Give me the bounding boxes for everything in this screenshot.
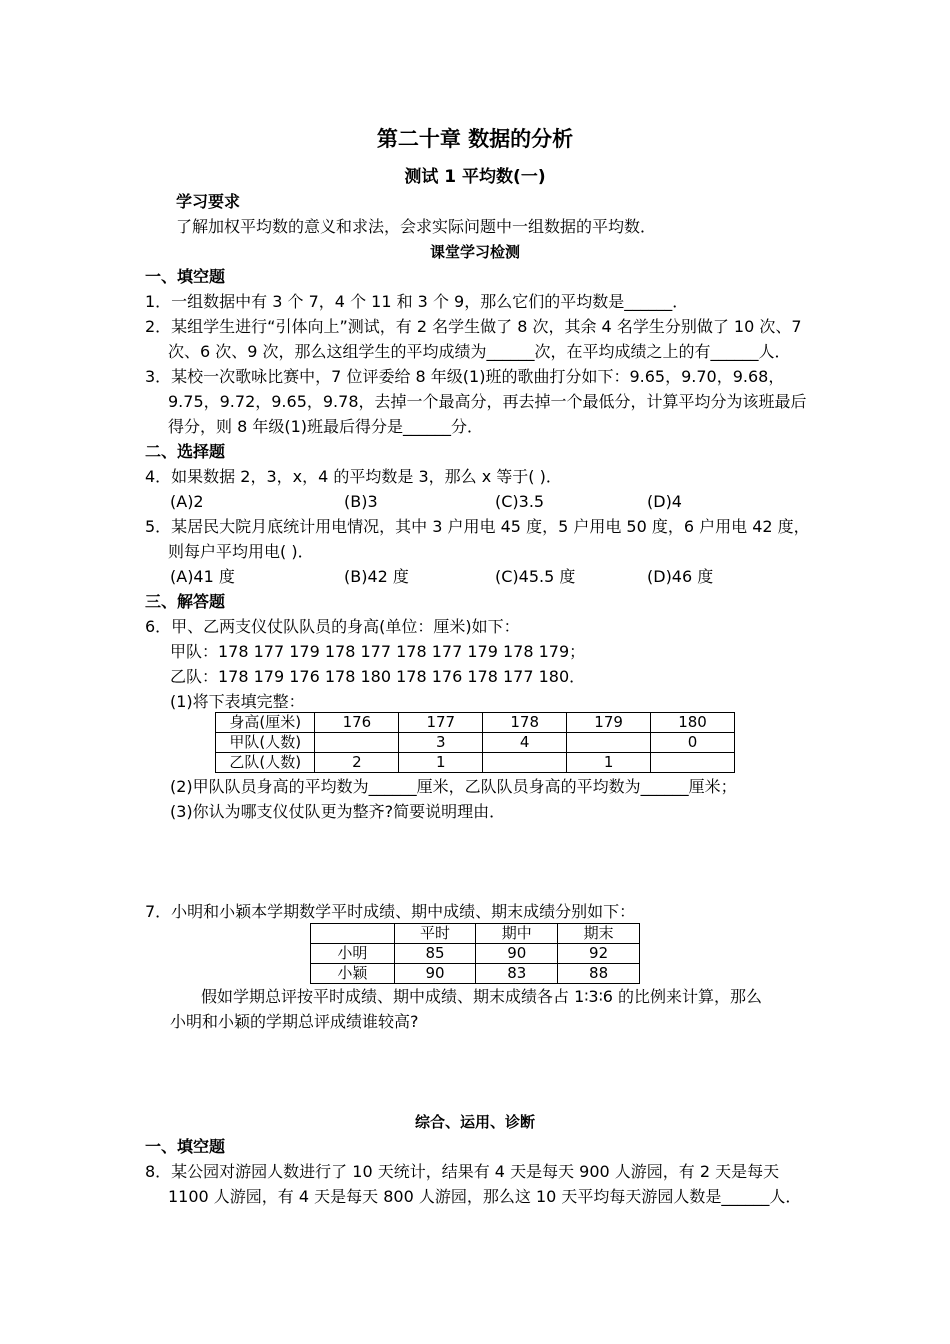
table-cell: 177 [399,713,483,733]
test-title: 测试 1 平均数(一) [404,167,546,187]
table-cell: 179 [567,713,651,733]
table-cell: 3 [399,733,483,753]
question-2-line-1: 2．某组学生进行“引体向上”测试，有 2 名学生做了 8 次，其余 4 名学生分别做了 10 次、7 [145,317,802,336]
q4-option-a: (A)2 [170,492,204,511]
table-cell: 1 [399,753,483,773]
table-cell: 176 [315,713,399,733]
question-3-line-3: 得分，则 8 年级(1)班最后得分是______分． [168,417,484,436]
table-cell: 178 [483,713,567,733]
question-2-line-2: 次、6 次、9 次，那么这组学生的平均成绩为______次，在平均成绩之上的有______人． [168,342,791,361]
q5-option-d: (D)46 度 [647,567,714,586]
q4-option-b: (B)3 [344,492,378,511]
question-7-line-3: 小明和小颖的学期总评成绩谁较高? [170,1012,419,1031]
table-cell: 期中 [476,924,558,944]
table-cell: 4 [483,733,567,753]
score-table [310,923,640,984]
table-cell: 甲队(人数) [216,733,315,753]
table-cell: 83 [476,964,558,984]
team-jia-heights: 甲队：178 177 179 178 177 178 177 179 178 179； [170,642,586,661]
table-cell [651,753,735,773]
q5-option-b: (B)42 度 [344,567,409,586]
table-cell: 92 [558,944,640,964]
table-cell: 0 [651,733,735,753]
section-title-comprehensive: 综合、运用、诊断 [414,1113,535,1131]
table-row [216,713,735,733]
question-3-line-1: 3．某校一次歌咏比赛中，7 位评委给 8 年级(1)班的歌曲打分如下：9.65，9.70，9.68， [145,367,785,386]
q4-option-d: (D)4 [647,492,682,511]
table-row [311,944,640,964]
section-title-classroom: 课堂学习检测 [429,243,520,261]
question-6-part-2: (2)甲队队员身高的平均数为______厘米，乙队队员身高的平均数为______厘米； [170,777,737,796]
q5-option-a: (A)41 度 [170,567,235,586]
height-table [215,712,735,773]
table-cell: 身高(厘米) [216,713,315,733]
table-cell [315,733,399,753]
table-row [311,924,640,944]
table-cell: 小明 [311,944,395,964]
table-cell: 平时 [394,924,476,944]
table-cell [567,733,651,753]
q4-option-c: (C)3.5 [495,492,545,511]
table-cell [483,753,567,773]
question-7-line-1: 7．小明和小颖本学期数学平时成绩、期中成绩、期末成绩分别如下： [145,902,636,921]
heading-choice: 二、选择题 [145,442,226,461]
question-8-line-2: 1100 人游园，有 4 天是每天 800 人游园，那么这 10 天平均每天游园人数是______人． [168,1187,802,1206]
table-cell: 小颖 [311,964,395,984]
table-row [216,733,735,753]
question-5-line-2: 则每户平均用电( )． [168,542,314,561]
question-1: 1．一组数据中有 3 个 7，4 个 11 和 3 个 9，那么它们的平均数是______． [145,292,689,311]
team-yi-heights: 乙队：178 179 176 178 180 178 176 178 177 180． [170,667,586,686]
question-5-line-1: 5．某居民大院月底统计用电情况，其中 3 户用电 45 度，5 户用电 50 度，6 户用电 42 度， [145,517,810,536]
heading-fill-in-2: 一、填空题 [145,1137,226,1156]
table-cell: 180 [651,713,735,733]
table-cell: 85 [394,944,476,964]
q5-option-c: (C)45.5 度 [495,567,576,586]
question-8-line-1: 8．某公园对游园人数进行了 10 天统计，结果有 4 天是每天 900 人游园，有 2 天是每天 [145,1162,780,1181]
table-cell: 期末 [558,924,640,944]
chapter-title: 第二十章 数据的分析 [376,127,574,151]
heading-solve: 三、解答题 [145,592,226,611]
question-7-line-2: 假如学期总评按平时成绩、期中成绩、期末成绩各占 1∶3∶6 的比例来计算，那么 [201,987,763,1006]
table-cell: 2 [315,753,399,773]
heading-fill-in: 一、填空题 [145,267,226,286]
question-3-line-2: 9.75，9.72，9.65，9.78，去掉一个最高分，再去掉一个最低分，计算平均分为该班最后 [168,392,807,411]
requirements-heading: 学习要求 [176,192,241,211]
table-cell: 90 [394,964,476,984]
requirements-text: 了解加权平均数的意义和求法，会求实际问题中一组数据的平均数． [176,217,657,236]
table-row [216,753,735,773]
question-4: 4．如果数据 2，3，x，4 的平均数是 3，那么 x 等于( )． [145,467,562,486]
table-cell: 1 [567,753,651,773]
table-cell [311,924,395,944]
table-cell: 90 [476,944,558,964]
table-cell: 乙队(人数) [216,753,315,773]
question-6-part-3: (3)你认为哪支仪仗队更为整齐?简要说明理由． [170,802,506,821]
table-cell: 88 [558,964,640,984]
question-6-part-1: (1)将下表填完整： [170,692,305,711]
question-6-line-1: 6．甲、乙两支仪仗队队员的身高(单位：厘米)如下： [145,617,520,636]
table-row [311,964,640,984]
